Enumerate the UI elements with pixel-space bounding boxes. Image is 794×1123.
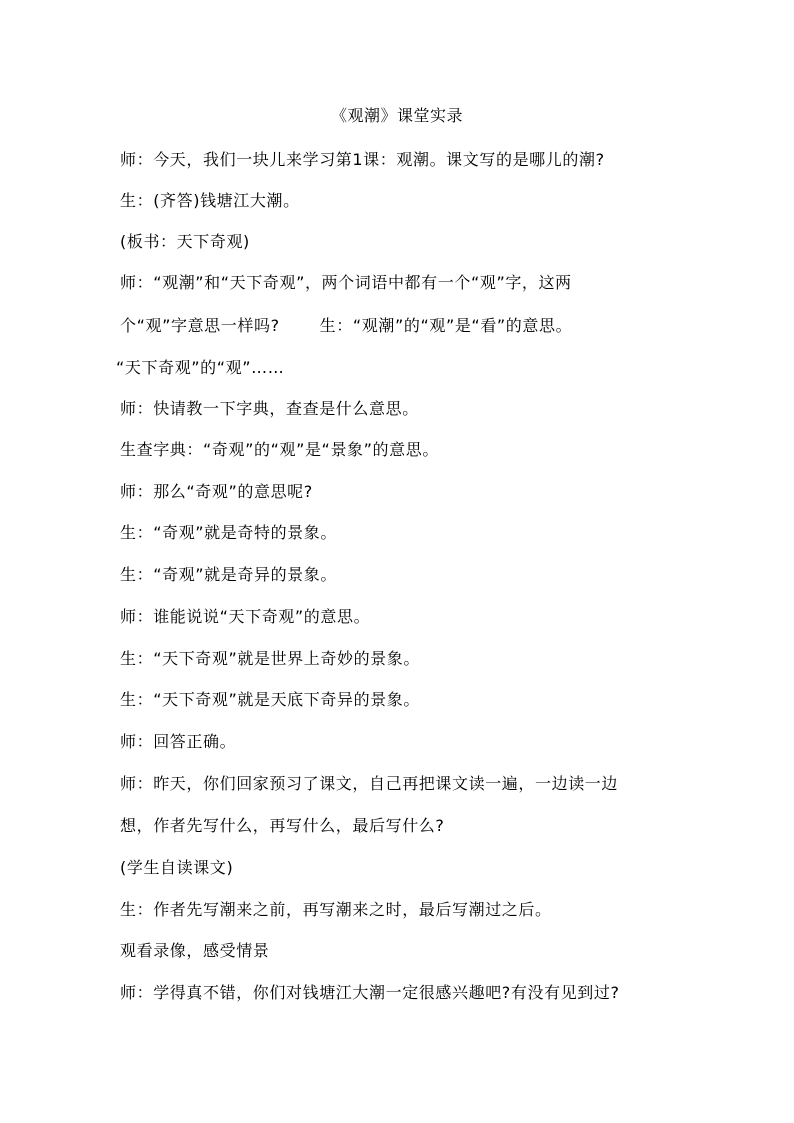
paragraph-line: 生：(齐答)钱塘江大潮。 <box>120 191 300 210</box>
paragraph-line: 师：快请教一下字典，查查是什么意思。 <box>120 399 419 418</box>
paragraph-line: 师：回答正确。 <box>120 732 237 751</box>
paragraph-line: 生：作者先写潮来之前，再写潮来之时，最后写潮过之后。 <box>120 900 552 919</box>
paragraph-line: 生：“奇观”就是奇特的景象。 <box>120 523 337 542</box>
paragraph-line: 师：昨天，你们回家预习了课文，自己再把课文读一遍，一边读一边 <box>120 774 619 793</box>
paragraph-line-combined <box>120 314 700 338</box>
paragraph-line: 师：谁能说说“天下奇观”的意思。 <box>120 607 371 626</box>
paragraph-line: 师：“观潮”和“天下奇观”，两个词语中都有一个“观”字，这两 <box>120 273 572 292</box>
paragraph-line: (学生自读课文) <box>120 858 234 877</box>
paragraph-line: 观看录像，感受情景 <box>120 941 270 960</box>
paragraph-line: 师：今天，我们一块儿来学习第1课：观潮。课文写的是哪儿的潮? <box>120 150 605 169</box>
paragraph-segment: 生：“观潮”的“观”是“看”的意思。 <box>319 316 573 335</box>
paragraph-line: 生：“天下奇观”就是世界上奇妙的景象。 <box>120 649 420 668</box>
paragraph-line: 师：学得真不错，你们对钱塘江大潮一定很感兴趣吧?有没有见到过? <box>120 983 620 1002</box>
paragraph-line: 想，作者先写什么，再写什么，最后写什么? <box>120 816 445 835</box>
paragraph-line: 生查字典：“奇观”的“观”是“景象”的意思。 <box>120 440 439 459</box>
paragraph-line: 生：“奇观”就是奇异的景象。 <box>120 565 337 584</box>
paragraph-line: 生：“天下奇观”就是天底下奇异的景象。 <box>120 690 420 709</box>
paragraph-line: 师：那么“奇观”的意思呢? <box>120 482 313 501</box>
page-title: 《观潮》课堂实录 <box>330 106 463 125</box>
paragraph-line: “天下奇观”的“观”…… <box>116 358 285 377</box>
paragraph-segment: 个“观”字意思一样吗? <box>120 316 280 335</box>
paragraph-line: (板书：天下奇观) <box>120 232 250 251</box>
